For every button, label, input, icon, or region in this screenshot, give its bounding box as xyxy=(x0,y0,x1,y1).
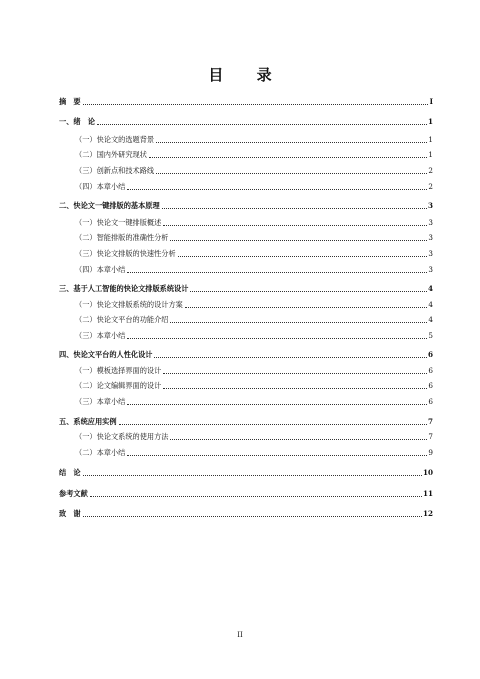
toc-entry-page: 1 xyxy=(428,135,433,144)
toc-entry[interactable] xyxy=(75,431,433,443)
toc-entry[interactable] xyxy=(59,283,433,295)
toc-entry[interactable] xyxy=(75,217,433,229)
toc-entry[interactable] xyxy=(75,248,433,260)
toc-entry[interactable] xyxy=(75,232,433,244)
toc-entry[interactable] xyxy=(75,396,433,408)
toc-entry[interactable] xyxy=(59,508,433,520)
toc-entry[interactable] xyxy=(59,416,433,428)
toc-entry-page: 10 xyxy=(422,468,433,477)
toc-entry[interactable] xyxy=(59,200,433,212)
toc-entry[interactable] xyxy=(75,165,433,177)
toc-entry-page: 5 xyxy=(428,331,433,340)
toc-entry-label: （二）国内外研究现状 xyxy=(75,150,147,159)
toc-leader-dots xyxy=(127,189,427,190)
toc-entry[interactable] xyxy=(59,467,433,479)
toc-leader-dots xyxy=(90,496,422,497)
toc-entry[interactable] xyxy=(75,330,433,342)
toc-entry-page: 3 xyxy=(428,249,433,258)
toc-entry-label: 四、快论文平台的人性化设计 xyxy=(59,350,153,359)
toc-entry-page: 6 xyxy=(427,350,433,359)
toc-entry-label: （二）论文编辑界面的设计 xyxy=(75,381,162,390)
toc-entry-label: （四）本章小结 xyxy=(75,265,126,274)
toc-leader-dots xyxy=(178,256,428,257)
toc-leader-dots xyxy=(163,225,427,226)
toc-entry-page: 4 xyxy=(428,300,433,309)
toc-leader-dots xyxy=(127,272,427,273)
toc-entry[interactable] xyxy=(75,299,433,311)
toc-entry-label: （三）创新点和技术路线 xyxy=(75,166,155,175)
toc-entry-label: （二）快论文平台的功能介绍 xyxy=(75,315,169,324)
toc-leader-dots xyxy=(83,516,422,517)
toc-entry[interactable] xyxy=(75,365,433,377)
toc-entry-page: 7 xyxy=(428,432,433,441)
toc-entry[interactable] xyxy=(75,181,433,193)
toc-entry-label: （一）模板选择界面的设计 xyxy=(75,366,162,375)
toc-entry-label: （二）本章小结 xyxy=(75,448,126,457)
toc-leader-dots xyxy=(170,322,427,323)
toc-entry-label: 参考文献 xyxy=(59,489,88,498)
toc-entry[interactable] xyxy=(75,380,433,392)
toc-entry-label: （三）快论文排版的快速性分析 xyxy=(75,249,176,258)
toc-entry-label: （一）快论文排版系统的设计方案 xyxy=(75,300,183,309)
toc-leader-dots xyxy=(156,142,427,143)
toc-entry-page: 4 xyxy=(428,315,433,324)
toc-entry[interactable] xyxy=(75,149,433,161)
toc-entry[interactable] xyxy=(59,96,433,108)
page-number: II xyxy=(237,631,243,639)
toc-entry-label: 三、基于人工智能的快论文排版系统设计 xyxy=(59,284,189,293)
toc-leader-dots xyxy=(190,291,427,292)
toc-leader-dots xyxy=(127,338,427,339)
toc-entry-label: （一）快论文的选题背景 xyxy=(75,135,155,144)
toc-leader-dots xyxy=(170,439,427,440)
toc-entry-label: （一）快论文系统的使用方法 xyxy=(75,432,169,441)
toc-entry-page: 1 xyxy=(427,117,433,126)
toc-entry-label: （一）快论文一键排版概述 xyxy=(75,218,162,227)
toc-entry-page: 3 xyxy=(428,233,433,242)
toc-entry-label: 一、绪 论 xyxy=(59,117,95,126)
toc-entry[interactable] xyxy=(75,314,433,326)
toc-leader-dots xyxy=(149,157,428,158)
toc-entry-page: 6 xyxy=(428,366,433,375)
toc-entry-page: 2 xyxy=(428,182,433,191)
toc-entry-page: 3 xyxy=(427,201,433,210)
toc-leader-dots xyxy=(185,307,428,308)
toc-entry-label: 致 谢 xyxy=(59,509,81,518)
toc-entry-page: 9 xyxy=(428,448,433,457)
toc-entry-page: 3 xyxy=(428,265,433,274)
toc-leader-dots xyxy=(83,104,428,105)
toc-leader-dots xyxy=(163,388,427,389)
toc-leader-dots xyxy=(97,124,427,125)
toc-entry-page: 1 xyxy=(428,150,433,159)
toc-leader-dots xyxy=(163,373,427,374)
toc-leader-dots xyxy=(162,208,427,209)
toc-leader-dots xyxy=(156,173,427,174)
toc-entry[interactable] xyxy=(75,134,433,146)
toc-entry[interactable] xyxy=(75,447,433,459)
toc-leader-dots xyxy=(154,357,427,358)
toc-entry-page: 11 xyxy=(422,489,433,498)
toc-entry-page: 3 xyxy=(428,218,433,227)
toc-entry-page: 6 xyxy=(428,381,433,390)
toc-title: 目 录 xyxy=(208,66,286,84)
toc-entry-label: 摘 要 xyxy=(59,97,81,106)
toc-entry-page: 4 xyxy=(427,284,433,293)
toc-leader-dots xyxy=(127,404,427,405)
toc-entry-label: （二）智能排版的准确性分析 xyxy=(75,233,169,242)
toc-leader-dots xyxy=(83,475,422,476)
toc-leader-dots xyxy=(127,455,427,456)
toc-entry-page: 7 xyxy=(427,417,433,426)
toc-entry-label: 二、快论文一键排版的基本原理 xyxy=(59,201,160,210)
toc-entry[interactable] xyxy=(59,116,433,128)
toc-leader-dots xyxy=(170,240,427,241)
toc-entry-label: （四）本章小结 xyxy=(75,182,126,191)
toc-leader-dots xyxy=(119,424,427,425)
toc-entry-label: （三）本章小结 xyxy=(75,397,126,406)
toc-entry[interactable] xyxy=(75,264,433,276)
toc-entry-page: 2 xyxy=(428,166,433,175)
toc-entry[interactable] xyxy=(59,488,433,500)
toc-entry-label: （三）本章小结 xyxy=(75,331,126,340)
toc-entry[interactable] xyxy=(59,349,433,361)
toc-entry-page: 12 xyxy=(422,509,433,518)
toc-entry-page: I xyxy=(429,97,433,106)
toc-entry-label: 结 论 xyxy=(59,468,81,477)
toc-entry-page: 6 xyxy=(428,397,433,406)
toc-entry-label: 五、系统应用实例 xyxy=(59,417,117,426)
